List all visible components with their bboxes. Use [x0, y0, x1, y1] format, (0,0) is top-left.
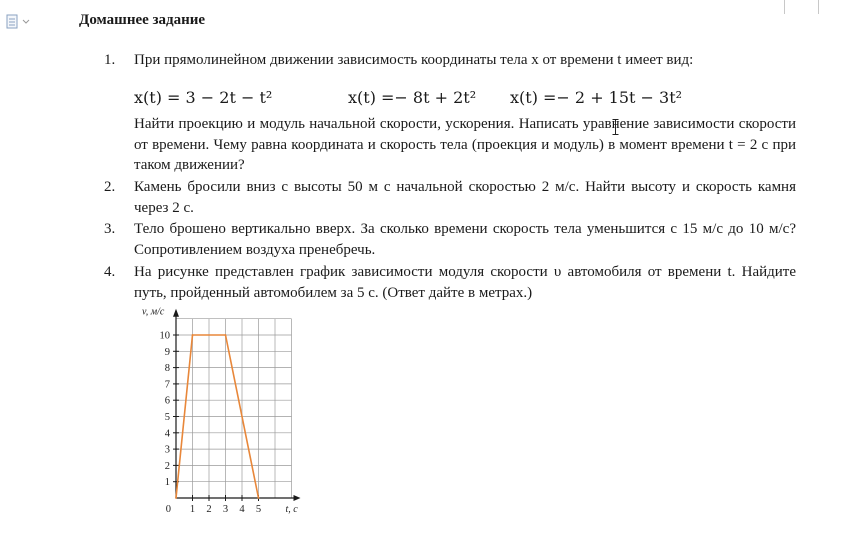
problem-1-continued — [104, 114, 796, 176]
problem-text: Найти проекцию и модуль начальной скорости, ускорения. Написать уравнение зависимости скорости от времени. Чему равна координата и скорость тела (проекция и модуль) в момент времени t = 2 с при таком движении? — [134, 116, 796, 173]
chart-svg — [138, 300, 308, 520]
x-tick-label: 2 — [206, 504, 212, 515]
data-point — [225, 334, 227, 336]
x-tick-label: 5 — [255, 504, 262, 515]
data-point — [175, 497, 177, 499]
chart-grid — [176, 319, 292, 498]
y-axis-label: v, м/с — [142, 306, 165, 318]
problem-number: 3. — [104, 221, 116, 237]
y-tick-label: 5 — [164, 412, 170, 423]
problem-number: 1. — [104, 52, 116, 68]
data-point — [192, 334, 194, 336]
x-tick-label: 4 — [239, 504, 245, 515]
y-tick-label: 4 — [164, 428, 170, 440]
x-tick-label: 3 — [222, 504, 229, 515]
formula-1: x(t) = 3 − 2t − t² — [134, 88, 273, 107]
text-cursor-icon — [612, 119, 619, 135]
y-tick-label: 1 — [164, 477, 170, 489]
y-tick-label: 3 — [164, 444, 170, 456]
x-tick-label: 1 — [189, 504, 196, 515]
y-axis-arrow — [173, 309, 179, 317]
problem-text: На рисунке представлен график зависимости модуля скорости υ автомобиля от времени t. Найдите путь, пройденный автомобилем за 5 с. (Ответ дайте в метрах.) — [134, 264, 796, 301]
problem-1 — [104, 50, 796, 88]
y-tick-label: 9 — [164, 346, 170, 358]
formula-3: x(t) =− 2 + 15t − 3t² — [510, 88, 683, 107]
problem-text: Тело брошено вертикально вверх. За сколько времени скорость тела уменьшится с 15 м/с до 10 м/с? Сопротивлением воздуха пренебречь. — [134, 221, 796, 258]
page-corner-mark — [818, 0, 819, 14]
problem-number: 2. — [104, 179, 116, 195]
problem-2 — [104, 177, 796, 218]
problem-4 — [104, 262, 796, 303]
velocity-time-chart — [138, 300, 308, 525]
problem-number: 4. — [104, 264, 116, 280]
problem-text: При прямолинейном движении зависимость координаты тела x от времени t имеет вид: — [134, 52, 694, 68]
document-icon[interactable] — [6, 14, 36, 30]
data-point — [258, 497, 260, 499]
page-corner-mark — [784, 0, 785, 14]
y-tick-label: 10 — [159, 330, 170, 342]
y-tick-label: 6 — [164, 395, 170, 407]
y-tick-label: 2 — [164, 460, 170, 472]
problem-3 — [104, 219, 796, 260]
page-title: Домашнее задание — [79, 12, 206, 28]
x-axis-arrow — [294, 495, 301, 501]
origin-label: 0 — [165, 504, 171, 515]
y-tick-label: 7 — [164, 379, 170, 391]
y-tick-label: 8 — [164, 363, 170, 375]
x-axis-label: t, c — [285, 504, 298, 515]
formula-2: x(t) =− 8t + 2t² — [348, 88, 477, 107]
problem-text: Камень бросили вниз с высоты 50 м с начальной скоростью 2 м/с. Найти высоту и скорость камня через 2 с. — [134, 179, 796, 216]
